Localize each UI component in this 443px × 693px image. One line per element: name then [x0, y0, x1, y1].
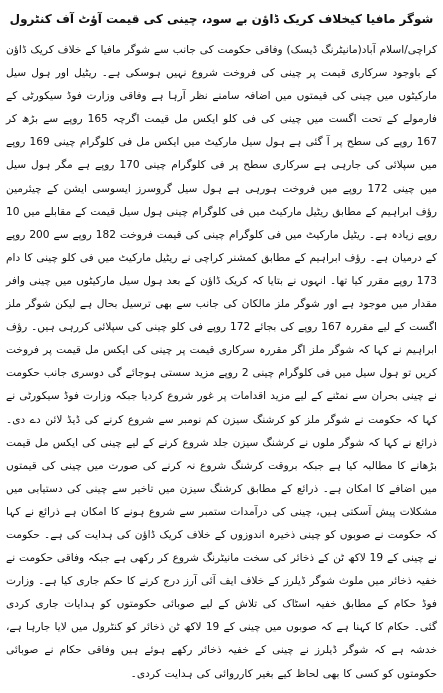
article-body [6, 39, 437, 686]
article-paragraph: کراچی/اسلام آباد(مانیٹرنگ ڈیسک) وفاقی حکومت کی جانب سے شوگر مافیا کے خلاف کریک ڈاؤن کے باوجود سرکاری قیمت پر چینی کی فروخت شروع نہیں ہوسکی ہے۔ ریٹیل اور ہول سیل مارکیٹوں میں چینی کی قیمتوں میں اضافہ سامنے نظر آرہا ہے وفاقی وزارت فوڈ سیکورٹی کے فارمولے کے تحت اگست میں چینی کی فی کلو ایکس مل قیمت اگرچہ 165 روپے سے بڑھ کر 167 روپے کی سطح پر آ گئی ہے ہول سیل مارکیٹ میں ایکس مل فی کلوگرام چینی 169 روپے میں سپلائی کی جارہی ہے سرکاری سطح پر فی کلوگرام چینی 170 روپے ہے مگر ہول سیل میں چینی 172 روپے میں فروخت ہورہی ہے ہول سیل گروسرز ایسوسی ایشن کے چیئرمین رؤف ابراہیم کے مطابق ریٹیل مارکیٹ میں فی کلوگرام چینی ہول سیل قیمت کے مقابلے میں 10 روپے زیادہ ہے۔ ریٹیل مارکیٹ میں فی کلوگرام چینی کی قیمت فروخت 182 روپے سے 200 روپے کے درمیان ہے۔ رؤف ابراہیم کے مطابق کمشنر کراچی نے ریٹیل مارکیٹ میں فی کلو چینی کا دام 173 روپے مقرر کیا تھا۔ انہوں نے بتایا کہ کریک ڈاؤن کے بعد ہول سیل مارکیٹوں میں چینی وافر مقدار میں موجود ہے اور شوگر ملز مالکان کی جانب سے بھی ترسیل بحال ہے لیکن شوگر ملز اگست کے لیے مقررہ 167 روپے کی بجائے 172 روپے فی کلو چینی کی سپلائی کررہی ہیں۔ رؤف ابراہیم نے کہا کہ شوگر ملز اگر مقررہ سرکاری قیمت پر چینی کی ایکس مل قیمت پر فروخت کریں تو ہول سیل میں فی کلوگرام چینی 2 روپے مزید سستی ہوجائے گی دوسری جانب حکومت نے چینی بحران سے نمٹنے کے لیے مزید اقدامات پر غور شروع کردیا جبکہ وزارت فوڈ سیکورٹی نے کہا کہ حکومت نے شوگر ملز کو کرشنگ سیزن کم نومبر سے شروع کرنے کی ڈیڈ لائن دے دی۔ ذرائع نے کہا کہ شوگر ملوں نے کرشنگ سیزن جلد شروع کرنے کے لیے چینی کی ایکس مل قیمت بڑھانے کا مطالبہ کیا ہے جبکہ بروقت کرشنگ شروع نہ کرنے کی صورت میں چینی کی قیمتوں میں اضافے کا امکان ہے۔ ذرائع کے مطابق کرشنگ سیزن میں تاخیر سے چینی کی دستیابی میں مشکلات پیش آسکتی ہیں، چینی کی درآمدات ستمبر سے شروع ہونے کا امکان ہے ذرائع نے کہا کہ حکومت نے صوبوں کو چینی ذخیرہ اندوزوں کے خلاف کریک ڈاؤن کی ہدایت کی ہے۔ حکومت نے چینی کے 19 لاکھ ٹن کے ذخائر کی سخت مانیٹرنگ شروع کر رکھی ہے جبکہ وفاقی حکومت نے خفیہ ذخائر میں ملوث شوگر ڈیلرز کے خلاف ایف آئی آرز درج کرنے کا حکم جاری کیا ہے۔ وزارت فوڈ حکام کے مطابق خفیہ اسٹاک کی تلاش کے لیے صوبائی حکومتوں کو ہدایات جاری کردی گئی۔ حکام کا کہنا ہے کہ صوبوں میں چینی کے 19 لاکھ ٹن ذخائر کو کنٹرول میں لایا جارہا ہے، خدشہ ہے کہ شوگر ڈیلرز نے چینی کے خفیہ ذخائر رکھے ہوئے ہیں وفاقی حکام نے صوبائی حکومتوں کو کسی کا بھی لحاظ کیے بغیر کارروائی کی ہدایت کردی۔ [6, 44, 438, 680]
news-article [6, 8, 437, 686]
article-headline: شوگر مافیا کیخلاف کریک ڈاؤن بے سود، چینی کی قیمت آؤٹ آف کنٹرول [9, 12, 434, 26]
